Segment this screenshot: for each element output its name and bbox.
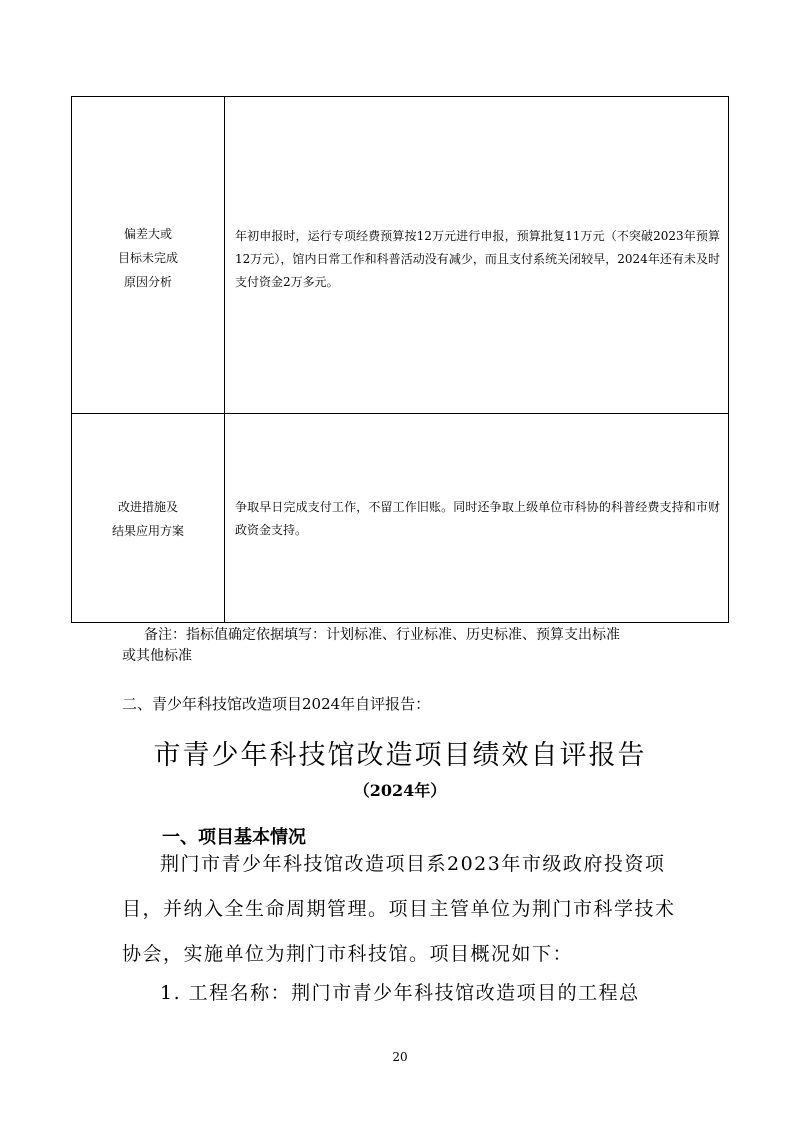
page-number: 20 [392, 1050, 408, 1064]
row-label-line: 原因分析 [123, 275, 172, 289]
evaluation-table [71, 96, 729, 623]
report-title: 市青少年科技馆改造项目绩效自评报告 [153, 740, 647, 771]
table-row-divider [72, 413, 728, 414]
table-footnote [122, 625, 722, 667]
footnote-line: 或其他标准 [122, 648, 192, 664]
body-paragraph: 荆门市青少年科技馆改造项目系2023年市级政府投资项目，并纳入全生命周期管理。项目主管单位为荆门市科学技术协会，实施单位为荆门市科技馆。项目概况如下： [122, 853, 676, 965]
list-item: 1. 工程名称：荆门市青少年科技馆改造项目的工程总 [160, 982, 640, 1004]
row-label-deviation-analysis [72, 222, 224, 294]
row-content-improvement-plan: 争取早日完成支付工作，不留工作旧账。同时还争取上级单位市科协的科普经费支持和市财政资金支持。 [235, 500, 720, 537]
subsection-heading: 一、项目基本情况 [162, 827, 306, 848]
row-content-deviation-analysis: 年初申报时，运行专项经费预算按12万元进行申报，预算批复11万元（不突破2023年预算12万元），馆内日常工作和科普活动没有减少，而且支付系统关闭较早，2024年还有未及时支付资金2万多元。 [235, 229, 720, 289]
footnote-line: 备注：指标值确定依据填写：计划标准、行业标准、历史标准、预算支出标准 [144, 627, 620, 643]
row-label-line: 改进措施及 [117, 500, 178, 514]
table-column-divider [224, 97, 225, 622]
row-label-improvement-plan [72, 495, 224, 543]
row-label-line: 目标未完成 [117, 251, 178, 265]
report-year: （2024年） [353, 781, 447, 800]
section-heading: 二、青少年科技馆改造项目2024年自评报告： [122, 695, 431, 713]
row-label-line: 结果应用方案 [111, 524, 184, 538]
row-label-line: 偏差大或 [123, 227, 172, 241]
